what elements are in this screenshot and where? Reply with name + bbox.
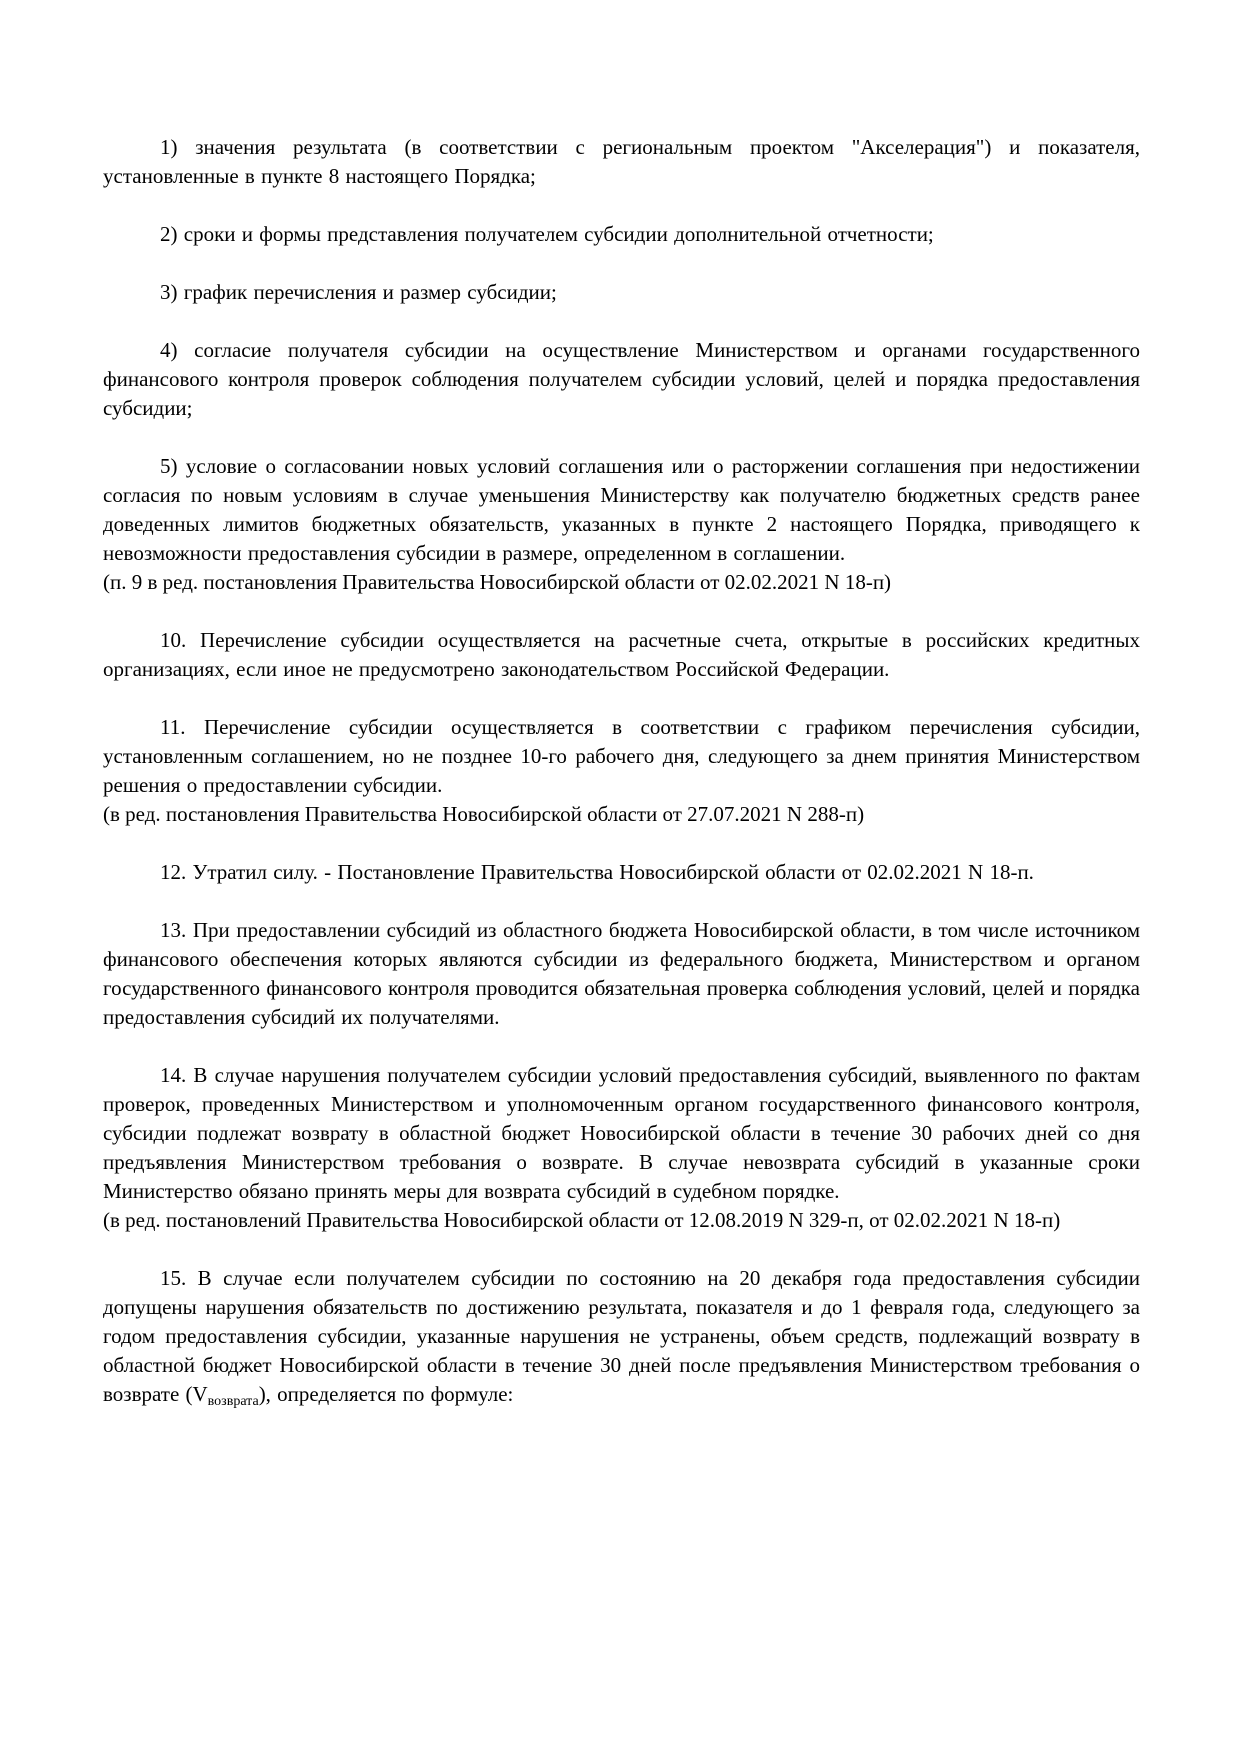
paragraph-block xyxy=(103,858,1140,887)
clause-13: 13. При предоставлении субсидий из областного бюджета Новосибирской области, в том числе источником финансового обеспечения которых являются субсидии из федерального бюджета, Министерством и органом государственного финансового контроля проводится обязательная проверка соблюдения условий, целей и порядка предоставления субсидий их получателями. xyxy=(103,918,1140,1029)
clause-15 xyxy=(103,1264,1140,1409)
list-item-3: 3) график перечисления и размер субсидии; xyxy=(160,280,557,304)
amendment-note: (п. 9 в ред. постановления Правительства Новосибирской области от 02.02.2021 N 18-п) xyxy=(103,570,892,594)
clause-14: 14. В случае нарушения получателем субсидии условий предоставления субсидий, выявленного по фактам проверок, проведенных Министерством и уполномоченным органом государственного финансового контроля, субсидии подлежат возврату в областной бюджет Новосибирской области в течение 30 рабочих дней со дня предъявления Министерством требования о возврате. В случае невозврата субсидий в указанные сроки Министерство обязано принять меры для возврата субсидий в судебном порядке. xyxy=(103,1063,1140,1203)
clause-11: 11. Перечисление субсидии осуществляется в соответствии с графиком перечисления субсидии, установленным соглашением, но не позднее 10-го рабочего дня, следующего за днем принятия Министерством решения о предоставлении субсидии. xyxy=(103,715,1140,797)
paragraph-block xyxy=(103,713,1140,829)
amendment-note: (в ред. постановлений Правительства Новосибирской области от 12.08.2019 N 329-п, от 02.02.2021 N 18-п) xyxy=(103,1208,1061,1232)
paragraph-block xyxy=(103,220,1140,249)
amendment-note: (в ред. постановления Правительства Новосибирской области от 27.07.2021 N 288-п) xyxy=(103,802,865,826)
paragraph-block xyxy=(103,1061,1140,1235)
list-item-4: 4) согласие получателя субсидии на осуществление Министерством и органами государственного финансового контроля проверок соблюдения получателем субсидии условий, целей и порядка предоставления субсидии; xyxy=(103,338,1140,420)
list-item-2: 2) сроки и формы представления получателем субсидии дополнительной отчетности; xyxy=(160,222,934,246)
paragraph-block xyxy=(103,278,1140,307)
clause-10: 10. Перечисление субсидии осуществляется на расчетные счета, открытые в российских кредитных организациях, если иное не предусмотрено законодательством Российской Федерации. xyxy=(103,628,1140,681)
paragraph-block xyxy=(103,1264,1140,1409)
paragraph-block xyxy=(103,916,1140,1032)
paragraph-block xyxy=(103,336,1140,423)
paragraph-block xyxy=(103,626,1140,684)
clause-12: 12. Утратил силу. - Постановление Правительства Новосибирской области от 02.02.2021 N 18-п. xyxy=(160,860,1034,884)
paragraph-block xyxy=(103,452,1140,597)
clause-15-tail: ), определяется по формуле: xyxy=(258,1382,514,1406)
clause-15-text: 15. В случае если получателем субсидии по состоянию на 20 декабря года предоставления субсидии допущены нарушения обязательств по достижению результата, показателя и до 1 февраля года, следующего за годом предоставления субсидии, указанные нарушения не устранены, объем средств, подлежащий возврату в областной бюджет Новосибирской области в течение 30 дней после предъявления Министерством требования о возврате (V xyxy=(103,1266,1140,1406)
list-item-1: 1) значения результата (в соответствии с региональным проектом "Акселерация") и показателя, установленные в пункте 8 настоящего Порядка; xyxy=(103,135,1140,188)
list-item-5: 5) условие о согласовании новых условий соглашения или о расторжении соглашения при недостижении согласия по новым условиям в случае уменьшения Министерству как получателю бюджетных средств ранее доведенных лимитов бюджетных обязательств, указанных в пункте 2 настоящего Порядка, приводящего к невозможности предоставления субсидии в размере, определенном в соглашении. xyxy=(103,454,1140,565)
v-return-subscript: возврата xyxy=(207,1394,259,1409)
paragraph-block xyxy=(103,133,1140,191)
